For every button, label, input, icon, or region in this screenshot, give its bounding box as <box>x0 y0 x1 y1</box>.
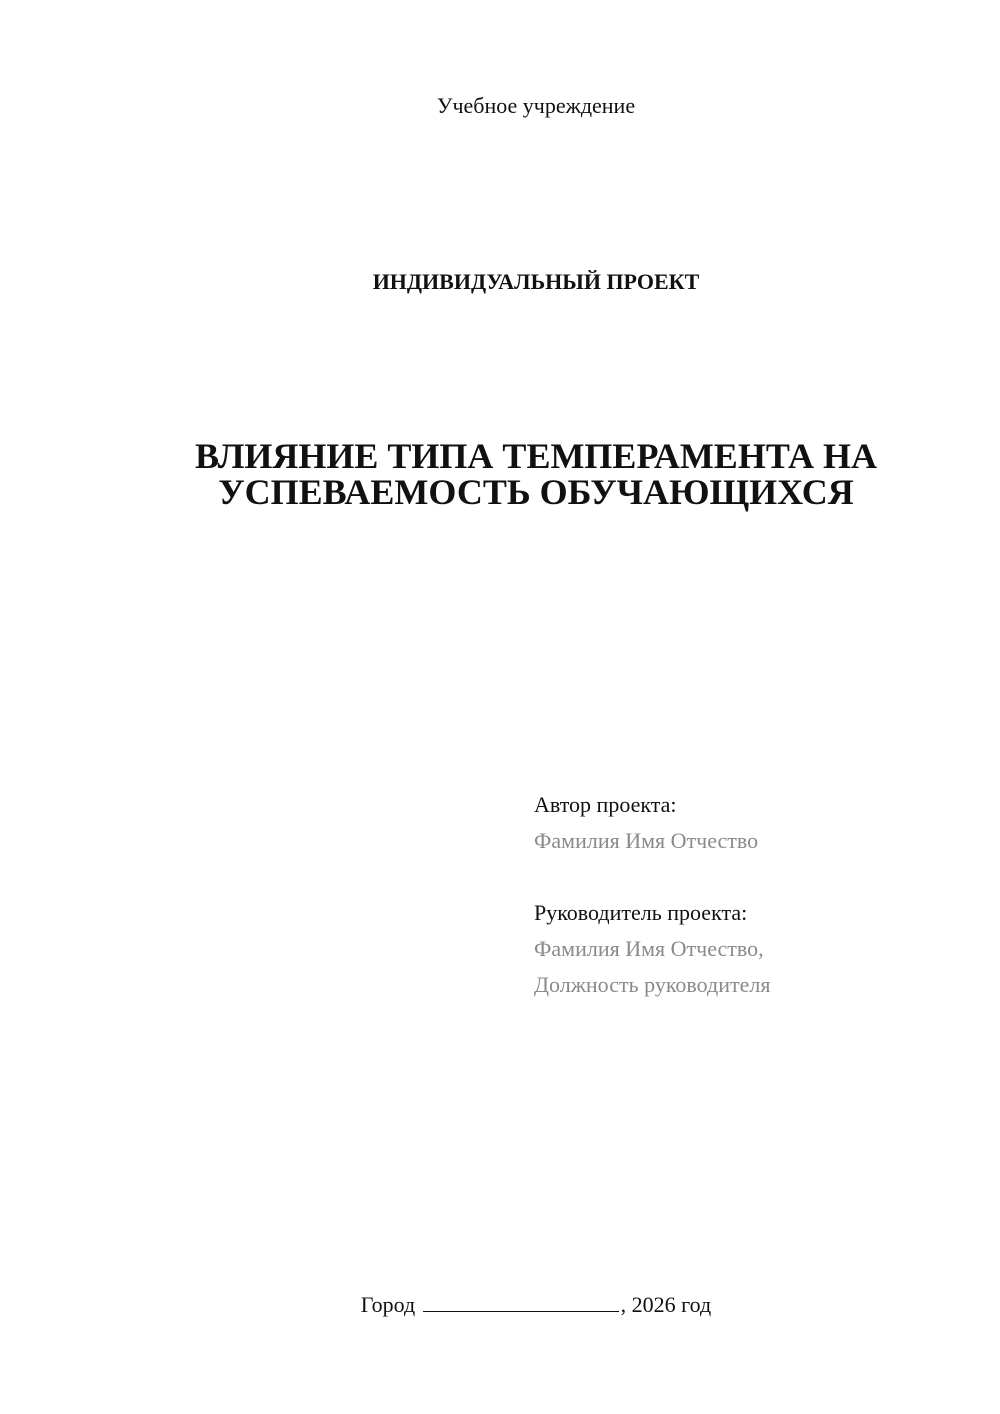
author-supervisor-block <box>534 787 964 1003</box>
project-title-line-2: УСПЕВАЕМОСТЬ ОБУЧАЮЩИХСЯ <box>218 472 854 512</box>
supervisor-name: Фамилия Имя Отчество, <box>534 936 764 961</box>
author-label: Автор проекта: <box>534 792 677 817</box>
supervisor-label: Руководитель проекта: <box>534 900 748 925</box>
city-blank-underline <box>423 1291 619 1312</box>
city-year-line <box>36 1291 1000 1319</box>
institution-name: Учебное учреждение <box>436 93 636 118</box>
city-label: Город <box>360 1292 416 1317</box>
project-title-line-1: ВЛИЯНИЕ ТИПА ТЕМПЕРАМЕНТА НА <box>194 436 878 476</box>
supervisor-position: Должность руководителя <box>534 972 771 997</box>
spacer <box>534 859 964 895</box>
project-title <box>120 438 952 510</box>
year-text: , 2026 год <box>620 1292 712 1317</box>
project-type-heading: ИНДИВИДУАЛЬНЫЙ ПРОЕКТ <box>372 269 700 294</box>
author-name: Фамилия Имя Отчество <box>534 828 759 853</box>
